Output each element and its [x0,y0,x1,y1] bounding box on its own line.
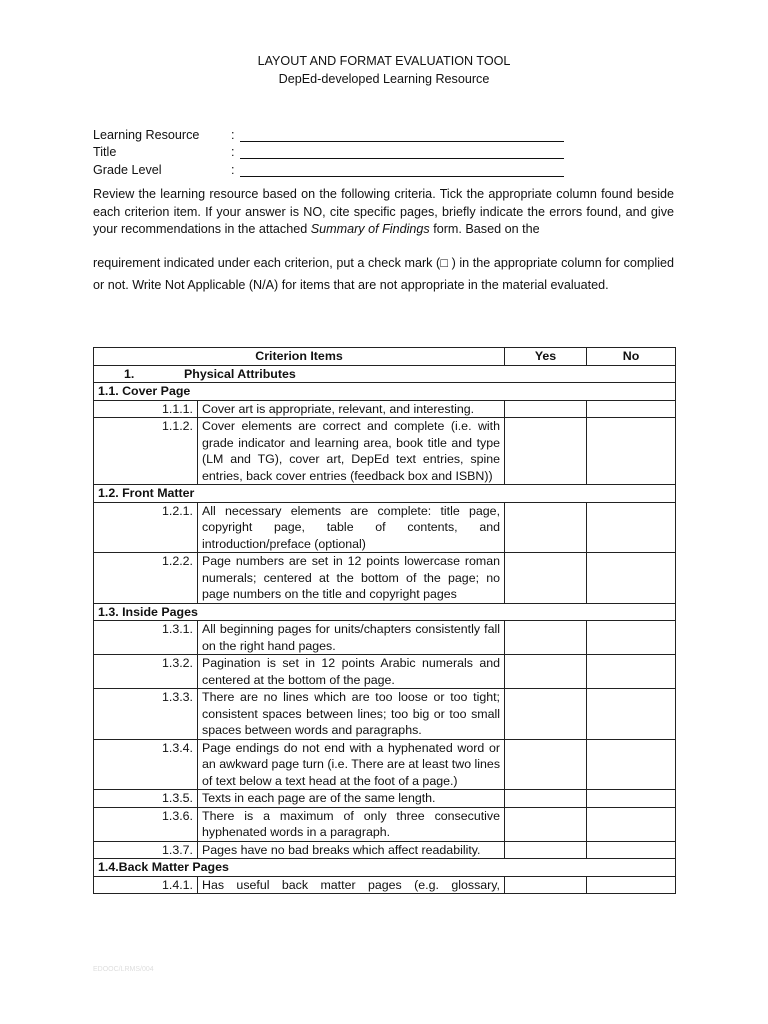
item-text: Has useful back matter pages (e.g. glossary, [198,876,505,894]
table-row [94,841,676,859]
summary-of-findings-text: Summary of Findings [310,222,430,237]
no-cell[interactable] [587,739,676,790]
yes-cell[interactable] [505,418,587,485]
item-number: 1.3.5. [94,790,198,808]
header-yes: Yes [505,348,587,366]
yes-cell[interactable] [505,400,587,418]
subsection-row-cover-page [94,383,676,401]
item-number: 1.2.1. [94,502,198,553]
yes-cell[interactable] [505,502,587,553]
table-row [94,807,676,841]
item-number: 1.3.3. [94,689,198,740]
item-text: All necessary elements are complete: title page, copyright page, table of contents, and introduction/preface (optional) [198,502,505,553]
section-title: Physical Attributes [184,366,296,381]
field-learning-resource [93,124,564,142]
field-colon: : [231,162,235,177]
table-row [94,400,676,418]
table-row [94,502,676,553]
item-number: 1.4.1. [94,876,198,894]
no-cell[interactable] [587,553,676,604]
subsection-row-front-matter [94,485,676,503]
field-colon: : [231,145,235,160]
table-row [94,621,676,655]
yes-cell[interactable] [505,790,587,808]
item-number: 1.3.7. [94,841,198,859]
subsection-row-inside-pages [94,603,676,621]
table-row [94,553,676,604]
yes-cell[interactable] [505,655,587,689]
field-label: Title [93,145,117,160]
item-text: There is a maximum of only three consecutive hyphenated words in a paragraph. [198,807,505,841]
subsection-heading: 1.4.Back Matter Pages [94,859,676,877]
yes-cell[interactable] [505,621,587,655]
yes-cell[interactable] [505,876,587,894]
grade-level-blank[interactable] [240,163,564,177]
yes-cell[interactable] [505,807,587,841]
criteria-table [93,347,676,894]
yes-cell[interactable] [505,689,587,740]
no-cell[interactable] [587,400,676,418]
instructions-paragraph-2: requirement indicated under each criterion, put a check mark (□ ) in the appropriate column for complied or not. Write Not Applicable (N/A) for items that are not appropriate in the material evaluated. [93,256,674,292]
item-number: 1.3.4. [94,739,198,790]
item-text: Pages have no bad breaks which affect readability. [198,841,505,859]
field-label: Grade Level [93,162,162,177]
no-cell[interactable] [587,841,676,859]
field-colon: : [231,127,235,142]
item-number: 1.2.2. [94,553,198,604]
yes-cell[interactable] [505,841,587,859]
item-number: 1.3.2. [94,655,198,689]
section-number: 1. [124,366,135,381]
instructions-text: form. Based on the [429,222,540,237]
yes-cell[interactable] [505,739,587,790]
item-number: 1.1.1. [94,400,198,418]
no-cell[interactable] [587,418,676,485]
subsection-heading: 1.2. Front Matter [94,485,676,503]
item-text: Cover elements are correct and complete (i.e. with grade indicator and learning area, book title and type (LM and TG), cover art, DepEd text entries, spine entries, back cover entries (feedback box and ISBN)) [198,418,505,485]
footer-document-code: EDOOC/LRMS/004 [93,966,154,973]
instructions-paragraph-1 [93,186,674,239]
instructions-text: Review the learning resource based on the following criteria. Tick the appropriate column found beside each criterion item. If your answer is NO, cite specific pages, briefly indicate the errors found, and give your recommendations in the attached [93,187,674,237]
table-row [94,655,676,689]
header-criterion-items: Criterion Items [94,348,505,366]
learning-resource-blank[interactable] [240,128,564,142]
item-text: Page endings do not end with a hyphenated word or an awkward page turn (i.e. There are at least two lines of text below a text head at the foot of a page.) [198,739,505,790]
table-row [94,689,676,740]
item-text: Texts in each page are of the same length. [198,790,505,808]
no-cell[interactable] [587,807,676,841]
yes-cell[interactable] [505,553,587,604]
subsection-row-back-matter [94,859,676,877]
subsection-heading: 1.3. Inside Pages [94,603,676,621]
section-row-physical-attributes [94,365,676,383]
table-row [94,790,676,808]
no-cell[interactable] [587,790,676,808]
item-text: Page numbers are set in 12 points lowercase roman numerals; centered at the bottom of the page; no page numbers on the title and copyright pages [198,553,505,604]
title-blank[interactable] [240,145,564,159]
item-text: All beginning pages for units/chapters consistently fall on the right hand pages. [198,621,505,655]
item-text: Pagination is set in 12 points Arabic numerals and centered at the bottom of the page. [198,655,505,689]
item-number: 1.3.6. [94,807,198,841]
identification-fields [93,124,564,177]
header-no: No [587,348,676,366]
section-heading [94,365,676,383]
table-header-row [94,348,676,366]
item-number: 1.3.1. [94,621,198,655]
table-row [94,876,676,894]
item-number: 1.1.2. [94,418,198,485]
document-title-block [0,53,768,88]
table-row [94,739,676,790]
no-cell[interactable] [587,621,676,655]
no-cell[interactable] [587,876,676,894]
item-text: There are no lines which are too loose or too tight; consistent spaces between lines; too big or too small spaces between words and paragraphs. [198,689,505,740]
no-cell[interactable] [587,502,676,553]
field-grade-level [93,159,564,177]
no-cell[interactable] [587,655,676,689]
field-label: Learning Resource [93,127,200,142]
item-text: Cover art is appropriate, relevant, and interesting. [198,400,505,418]
no-cell[interactable] [587,689,676,740]
document-subtitle: DepEd-developed Learning Resource [278,71,490,86]
table-row [94,418,676,485]
subsection-heading: 1.1. Cover Page [94,383,676,401]
field-title [93,142,564,160]
document-title: LAYOUT AND FORMAT EVALUATION TOOL [257,54,511,68]
